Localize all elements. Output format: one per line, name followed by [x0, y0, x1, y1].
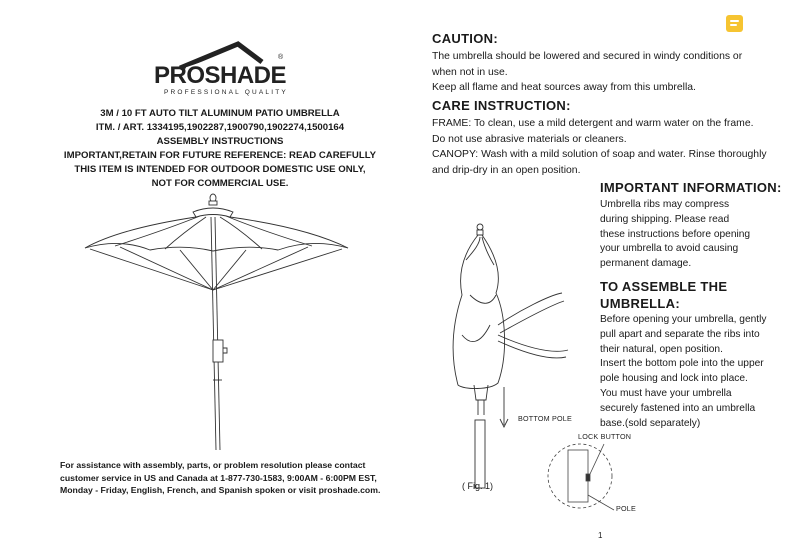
assemble-line: You must have your umbrella — [600, 387, 732, 399]
assemble-line: securely fastened into an umbrella — [600, 402, 756, 414]
important-line: during shipping. Please read — [600, 213, 730, 225]
pole-label: POLE — [616, 504, 636, 513]
assemble-title: TO ASSEMBLE THE — [600, 279, 728, 294]
assembly-section — [600, 279, 800, 431]
bottom-pole-label: BOTTOM POLE — [518, 414, 572, 423]
commercial-use-notice: NOT FOR COMMERCIAL USE. — [151, 178, 289, 189]
caution-line: when not in use. — [432, 66, 508, 78]
care-line: FRAME: To clean, use a mild detergent and warm water on the frame. — [432, 118, 754, 129]
assemble-line: Insert the bottom pole into the upper — [600, 358, 764, 370]
lock-button-label: LOCK BUTTON — [578, 432, 632, 441]
product-title: 3M / 10 FT AUTO TILT ALUMINUM PATIO UMBRELLA — [100, 108, 340, 119]
item-numbers: ITM. / ART. 1334195,1902287,1900790,1902274,1500164 — [95, 122, 345, 133]
care-title: CARE INSTRUCTION: — [432, 98, 571, 113]
umbrella-illustration — [80, 190, 360, 455]
assembly-heading: ASSEMBLY INSTRUCTIONS — [156, 136, 284, 147]
assemble-line: pull apart and separate the ribs into — [600, 328, 760, 340]
comment-icon[interactable] — [726, 15, 743, 32]
contact-line: For assistance with assembly, parts, or problem resolution please contact — [60, 460, 366, 470]
contact-line: customer service in US and Canada at 1-877-730-1583, 9:00AM - 6:00PM EST, — [60, 472, 377, 483]
caution-title: CAUTION: — [432, 31, 498, 46]
customer-service-contact — [60, 459, 400, 497]
registered-mark: ® — [278, 54, 284, 61]
assemble-line: Before opening your umbrella, gently — [600, 314, 767, 325]
care-line: Do not use abrasive materials or cleaners. — [432, 133, 627, 145]
care-line: CANOPY: Wash with a mild solution of soap and water. Rinse thoroughly — [432, 149, 767, 161]
care-line: and drip-dry in an open position. — [432, 164, 581, 176]
assemble-line: base.(sold separately) — [600, 417, 701, 429]
retain-notice: IMPORTANT,RETAIN FOR FUTURE REFERENCE: READ CAREFULLY — [63, 150, 377, 161]
caution-line: The umbrella should be lowered and secured in windy conditions or — [432, 51, 743, 62]
figure-caption: ( Fig. 1) — [462, 481, 494, 491]
important-line: permanent damage. — [600, 258, 692, 270]
important-line: your umbrella to avoid causing — [600, 243, 739, 255]
assemble-title: UMBRELLA: — [600, 296, 680, 311]
logo-wordmark: PROSHADE — [154, 62, 287, 89]
assemble-line: their natural, open position. — [600, 343, 723, 355]
page-number: 1 — [598, 531, 603, 540]
logo-tagline: PROFESSIONAL QUALITY — [164, 89, 288, 96]
important-line: Umbrella ribs may compress — [600, 199, 730, 210]
domestic-use-notice: THIS ITEM IS INTENDED FOR OUTDOOR DOMESTIC USE ONLY, — [74, 164, 366, 175]
important-line: these instructions before opening — [600, 228, 751, 240]
caution-section — [432, 31, 782, 96]
caution-line: Keep all flame and heat sources away from this umbrella. — [432, 82, 696, 94]
contact-line: Monday - Friday, English, French, and Spanish spoken or visit proshade.com. — [60, 485, 381, 496]
assemble-line: pole housing and lock into place. — [600, 373, 748, 385]
important-info-section — [600, 180, 800, 272]
important-title: IMPORTANT INFORMATION: — [600, 180, 782, 195]
care-section — [432, 98, 787, 178]
proshade-logo — [150, 40, 288, 100]
